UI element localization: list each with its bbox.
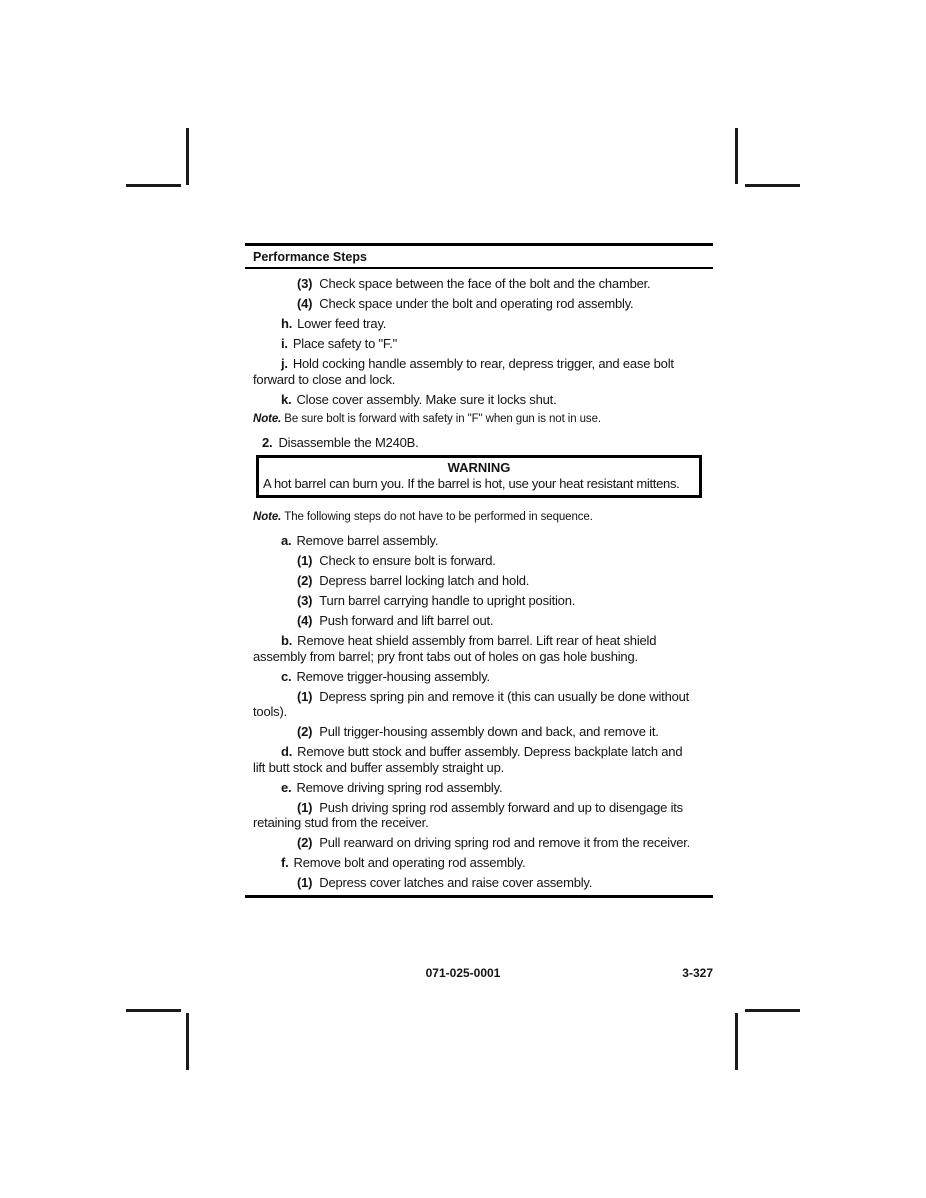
step-marker: (4) bbox=[297, 296, 313, 311]
step-marker: (2) bbox=[297, 573, 313, 589]
step-marker: j. bbox=[281, 356, 288, 371]
step-marker: e. bbox=[281, 779, 292, 795]
step-text: Push driving spring rod assembly forward and up to disengage its retaining stud from the receiver. bbox=[253, 799, 683, 831]
step-text: Pull rearward on driving spring rod and remove it from the receiver. bbox=[319, 835, 691, 851]
step-text: Pull trigger-housing assembly down and back, and remove it. bbox=[319, 724, 659, 740]
step-paragraph bbox=[245, 633, 713, 664]
crop-mark-line bbox=[186, 1013, 189, 1070]
step-paragraph bbox=[245, 800, 713, 831]
step-paragraph bbox=[245, 392, 713, 408]
step-marker: f. bbox=[281, 855, 289, 871]
step-marker: (3) bbox=[297, 593, 313, 609]
note-paragraph bbox=[245, 412, 713, 426]
step-marker: 2. bbox=[262, 434, 273, 450]
note-paragraph bbox=[245, 510, 713, 524]
step-text: Push forward and lift barrel out. bbox=[319, 613, 494, 629]
note-label: Note. bbox=[253, 412, 282, 425]
step-text: Check space between the face of the bolt and the chamber. bbox=[319, 276, 651, 291]
step-text: Depress spring pin and remove it (this can usually be done without tools). bbox=[253, 688, 690, 720]
step-text: Lower feed tray. bbox=[297, 316, 387, 331]
step-paragraph bbox=[245, 533, 713, 549]
step-text: Turn barrel carrying handle to upright position. bbox=[319, 593, 576, 609]
section-title: Performance Steps bbox=[253, 250, 367, 264]
step-paragraph bbox=[245, 835, 713, 851]
step-paragraph bbox=[245, 573, 713, 589]
step-marker: (3) bbox=[297, 276, 313, 291]
step-text: Remove heat shield assembly from barrel. Lift rear of heat shield assembly from barrel; pry front tabs out of holes on gas hole bushing. bbox=[253, 633, 657, 664]
page-number: 3-327 bbox=[682, 966, 713, 980]
step-text: Close cover assembly. Make sure it locks shut. bbox=[296, 391, 557, 407]
crop-mark-line bbox=[186, 128, 189, 185]
step-text: Check to ensure bolt is forward. bbox=[319, 553, 496, 569]
step-marker: (4) bbox=[297, 613, 313, 629]
step-marker: a. bbox=[281, 533, 292, 549]
warning-title: WARNING bbox=[447, 459, 511, 475]
crop-mark-line bbox=[735, 1013, 738, 1070]
step-paragraph bbox=[245, 724, 713, 740]
step-text: Place safety to "F." bbox=[292, 336, 398, 351]
step-text: Depress barrel locking latch and hold. bbox=[319, 573, 530, 589]
step-paragraph bbox=[245, 780, 713, 796]
step-text: Remove bolt and operating rod assembly. bbox=[293, 855, 526, 871]
step-marker: d. bbox=[281, 744, 293, 760]
step-paragraph bbox=[245, 356, 713, 387]
step-paragraph bbox=[245, 689, 713, 720]
crop-mark-line bbox=[745, 1009, 800, 1012]
step-paragraph bbox=[245, 316, 713, 332]
note-text: The following steps do not have to be performed in sequence. bbox=[284, 511, 593, 524]
crop-mark-line bbox=[735, 128, 738, 184]
step-marker: h. bbox=[281, 316, 293, 331]
step-text: Remove driving spring rod assembly. bbox=[296, 779, 503, 795]
step-paragraph bbox=[245, 855, 713, 871]
step-text: Depress cover latches and raise cover assembly. bbox=[319, 875, 593, 891]
step-marker: k. bbox=[281, 391, 292, 407]
step-paragraph bbox=[245, 875, 713, 891]
steps-column bbox=[245, 276, 713, 898]
step-paragraph bbox=[245, 669, 713, 685]
step-paragraph bbox=[245, 553, 713, 569]
warning-text: A hot barrel can burn you. If the barrel is hot, use your heat resistant mittens. bbox=[263, 475, 680, 491]
warning-box bbox=[256, 455, 702, 499]
note-text: Be sure bolt is forward with safety in "F" when gun is not in use. bbox=[284, 412, 601, 425]
step-paragraph bbox=[245, 744, 713, 775]
step-text: Hold cocking handle assembly to rear, depress trigger, and ease bolt forward to close and lock. bbox=[253, 356, 674, 387]
step-text: Disassemble the M240B. bbox=[278, 434, 419, 450]
step-text: Check space under the bolt and operating rod assembly. bbox=[319, 296, 634, 311]
crop-mark-line bbox=[126, 184, 181, 187]
step-text: Remove barrel assembly. bbox=[296, 533, 439, 549]
step-paragraph bbox=[245, 435, 713, 451]
step-marker: (1) bbox=[297, 688, 313, 704]
task-number: 071-025-0001 bbox=[425, 966, 501, 980]
step-marker: (1) bbox=[297, 799, 313, 815]
note-label: Note. bbox=[253, 511, 282, 524]
step-marker: (1) bbox=[297, 553, 313, 569]
step-paragraph bbox=[245, 276, 713, 292]
step-text: Remove butt stock and buffer assembly. Depress backplate latch and lift butt stock and buffer assembly straight up. bbox=[253, 744, 683, 775]
step-marker: (2) bbox=[297, 724, 313, 740]
step-marker: i. bbox=[281, 336, 288, 351]
step-text: Remove trigger-housing assembly. bbox=[296, 668, 490, 684]
step-paragraph bbox=[245, 593, 713, 609]
content-bottom-rule bbox=[245, 895, 713, 898]
step-marker: c. bbox=[281, 668, 292, 684]
crop-mark-line bbox=[745, 184, 800, 187]
step-marker: (2) bbox=[297, 835, 313, 851]
step-marker: (1) bbox=[297, 875, 313, 891]
step-paragraph bbox=[245, 613, 713, 629]
performance-steps-header bbox=[245, 243, 713, 269]
step-paragraph bbox=[245, 296, 713, 312]
crop-mark-line bbox=[126, 1009, 181, 1012]
step-marker: b. bbox=[281, 633, 293, 649]
step-paragraph bbox=[245, 336, 713, 352]
